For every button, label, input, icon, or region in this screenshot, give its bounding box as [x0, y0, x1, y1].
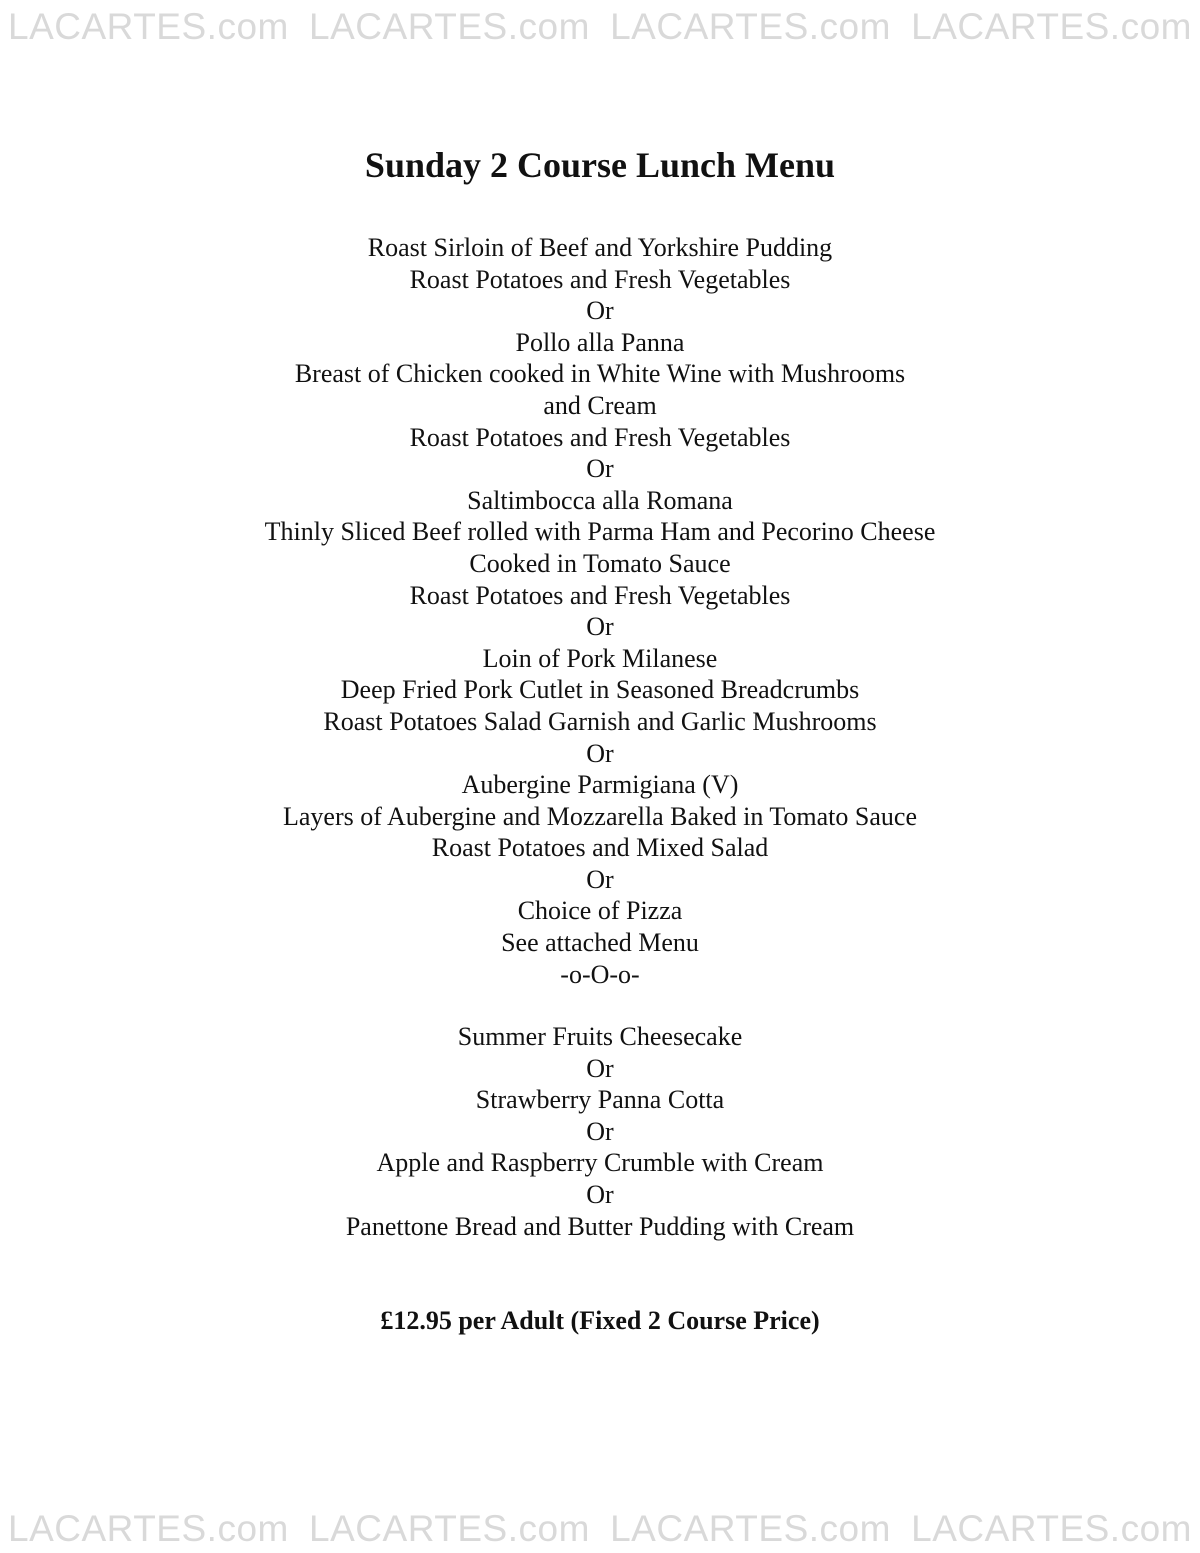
watermark-text: LACARTES.com [911, 1508, 1192, 1549]
menu-line: Or [586, 864, 614, 894]
menu-line: Strawberry Panna Cotta [475, 1085, 725, 1115]
menu-line: Roast Potatoes and Fresh Vegetables [409, 264, 791, 294]
menu-line: Loin of Pork Milanese [482, 643, 718, 673]
menu-line: and Cream [543, 390, 657, 420]
menu-line: See attached Menu [501, 928, 699, 958]
menu-line: Roast Potatoes Salad Garnish and Garlic Mushrooms [323, 706, 877, 736]
watermark-text: LACARTES.com [309, 6, 590, 47]
menu-line: Apple and Raspberry Crumble with Cream [376, 1148, 824, 1178]
price-line: £12.95 per Adult (Fixed 2 Course Price) [380, 1306, 820, 1335]
menu-line: Roast Potatoes and Fresh Vegetables [409, 580, 791, 610]
menu-line: Or [586, 738, 614, 768]
menu-line: Or [586, 454, 614, 484]
section-divider: -o-O-o- [560, 959, 640, 989]
main-course-list [0, 232, 1200, 990]
menu-line: Roast Potatoes and Fresh Vegetables [409, 422, 791, 452]
menu-line: Or [586, 1116, 614, 1146]
menu-line: Choice of Pizza [517, 896, 683, 926]
menu-line: Thinly Sliced Beef rolled with Parma Ham and Pecorino Cheese [264, 517, 936, 547]
menu-line: Roast Sirloin of Beef and Yorkshire Pudding [367, 233, 833, 262]
watermark-text: LACARTES.com [610, 6, 891, 47]
dessert-list [0, 1021, 1200, 1242]
watermark-bottom [0, 1506, 1200, 1552]
menu-line: Aubergine Parmigiana (V) [461, 770, 739, 800]
watermark-text: LACARTES.com [610, 1508, 891, 1549]
menu-line: Breast of Chicken cooked in White Wine with Mushrooms [294, 359, 906, 389]
watermark-text: LACARTES.com [309, 1508, 590, 1549]
watermark-text: LACARTES.com [911, 6, 1192, 47]
watermark-text: LACARTES.com [8, 1508, 289, 1549]
menu-line: Saltimbocca alla Romana [467, 485, 733, 515]
menu-line: Deep Fried Pork Cutlet in Seasoned Breadcrumbs [340, 675, 860, 705]
menu-line: Panettone Bread and Butter Pudding with Cream [345, 1211, 855, 1241]
menu-line: Or [586, 296, 614, 326]
watermark-text: LACARTES.com [8, 6, 289, 47]
menu-line: Or [586, 1179, 614, 1209]
menu-line: Pollo alla Panna [515, 327, 685, 357]
menu-line: Roast Potatoes and Mixed Salad [431, 833, 769, 863]
menu-line: Or [586, 1053, 614, 1083]
menu-line: Layers of Aubergine and Mozzarella Baked in Tomato Sauce [282, 801, 917, 831]
menu-line: Cooked in Tomato Sauce [469, 548, 731, 578]
menu-title: Sunday 2 Course Lunch Menu [364, 145, 836, 185]
menu-line: Or [586, 612, 614, 642]
menu-line: Summer Fruits Cheesecake [457, 1022, 743, 1051]
